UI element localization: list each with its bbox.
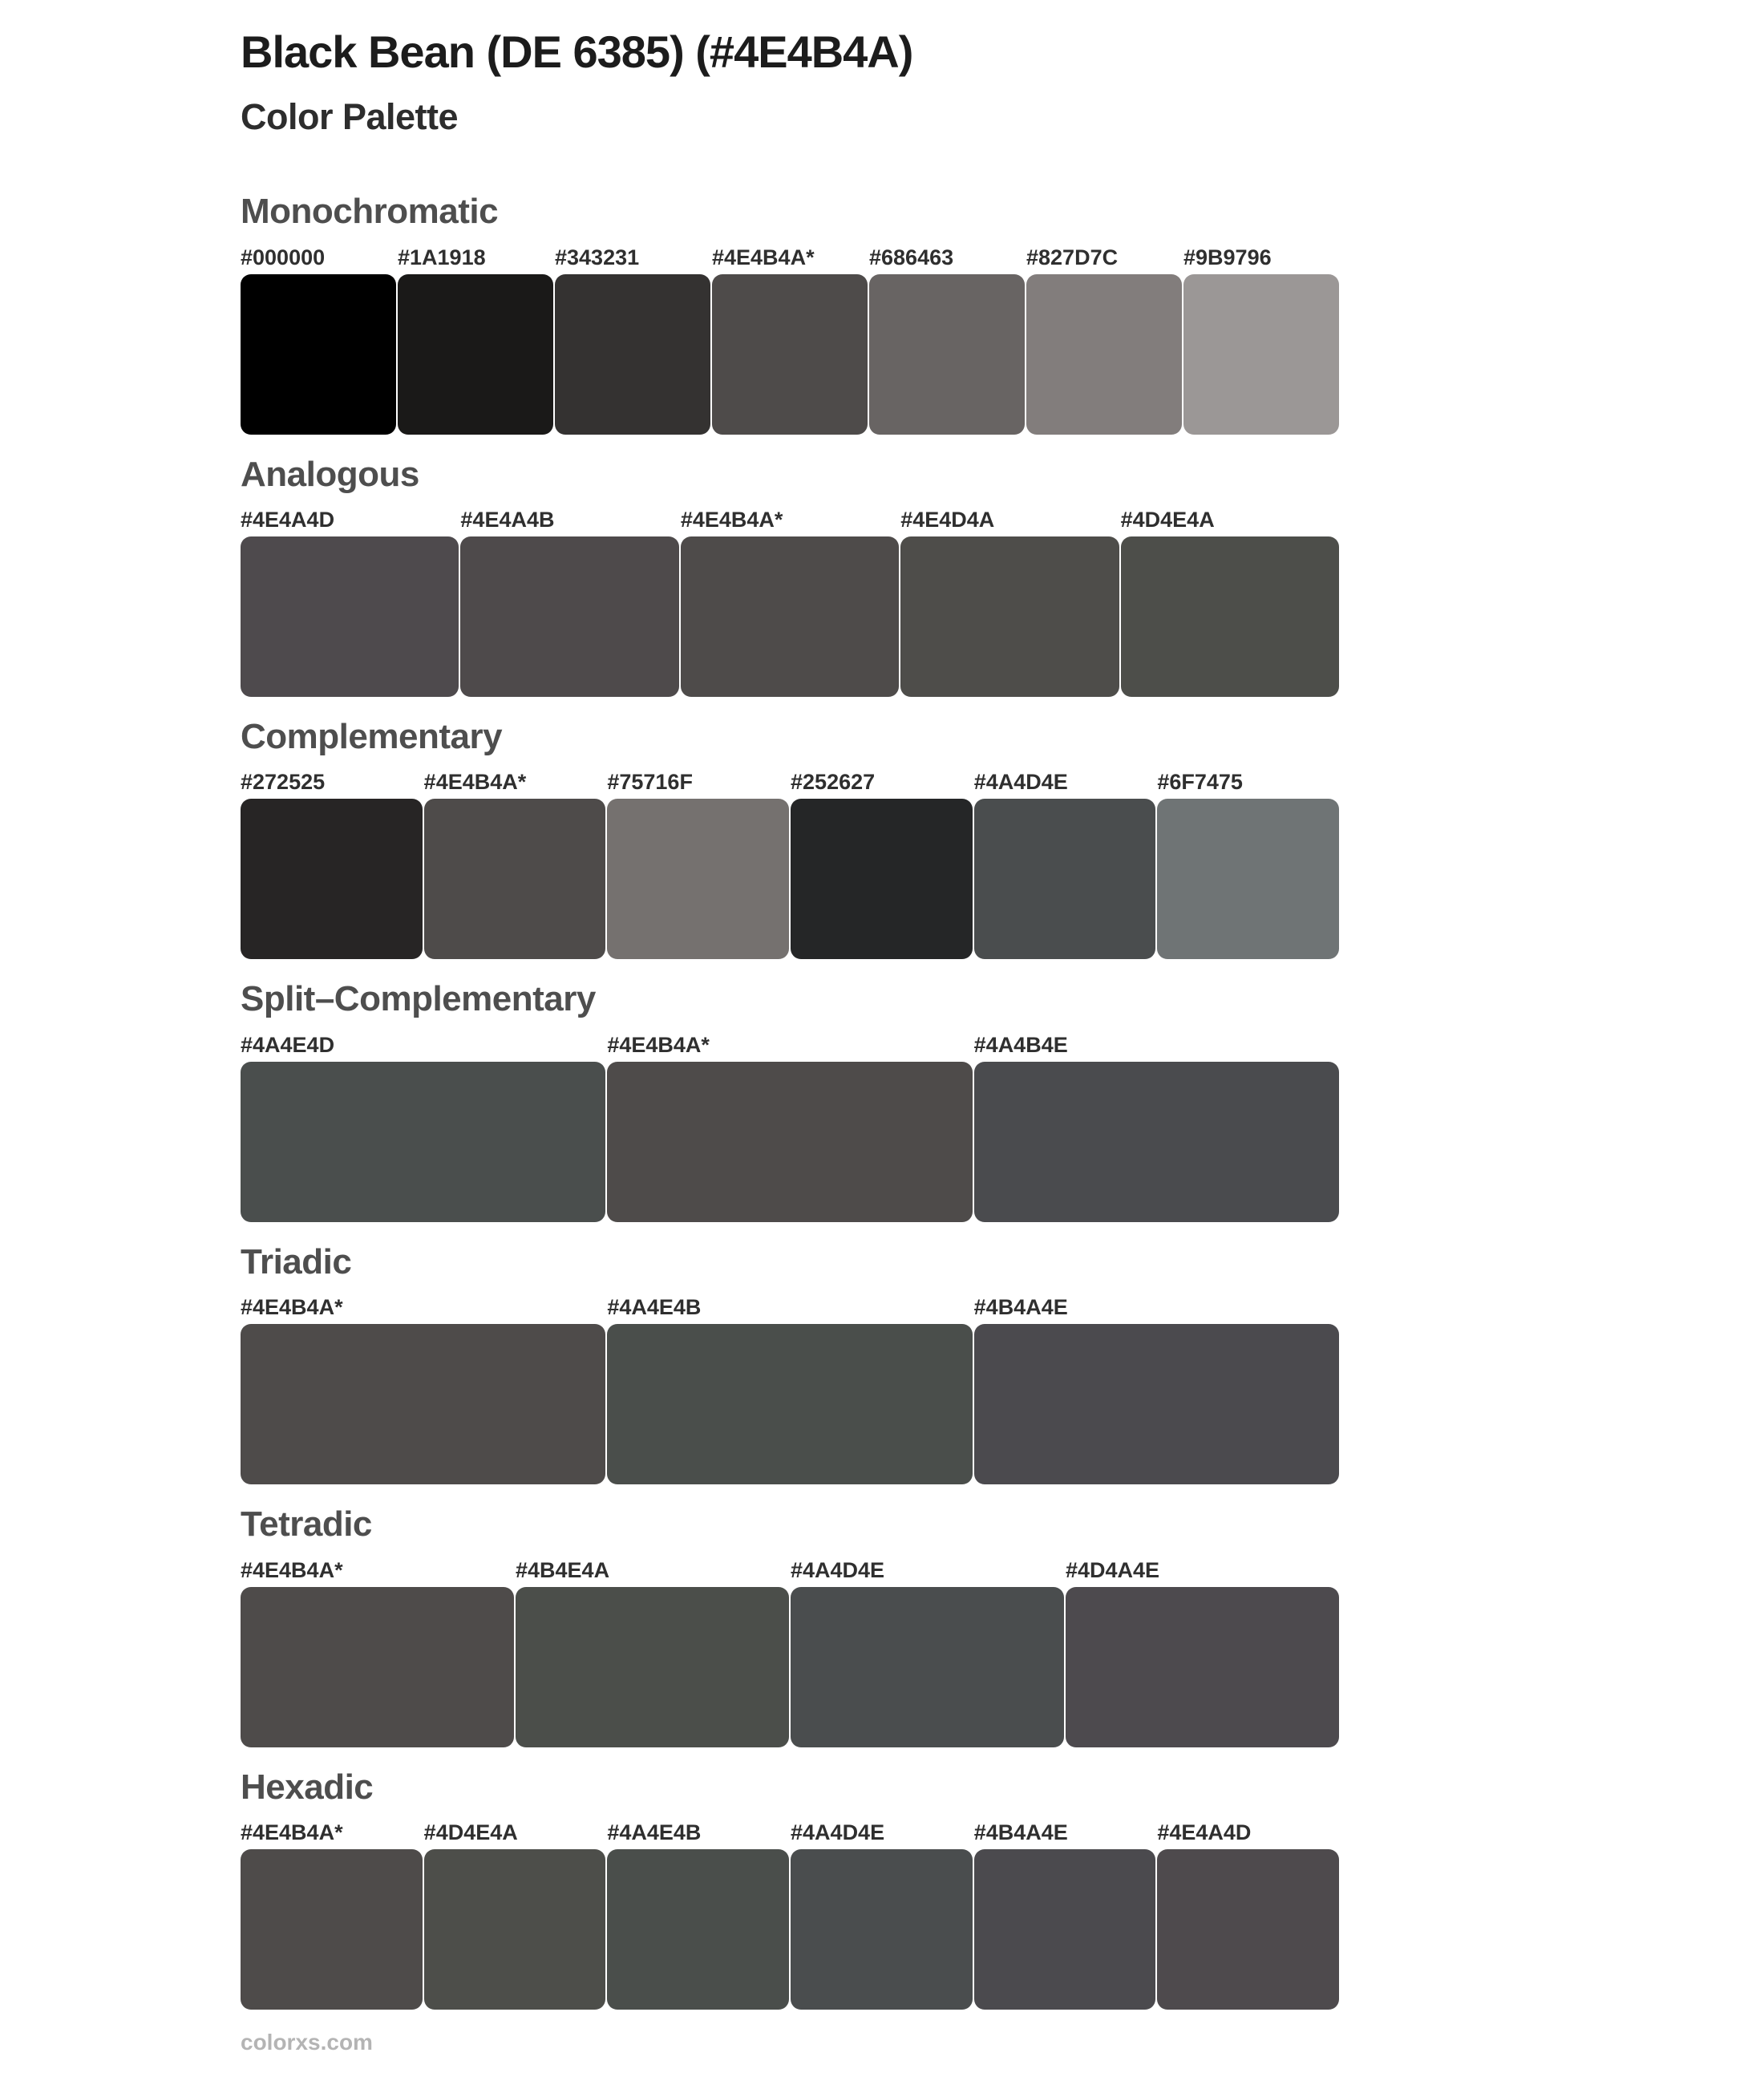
- section-heading: Monochromatic: [241, 192, 499, 232]
- color-swatch[interactable]: [241, 1062, 605, 1222]
- color-swatch[interactable]: [900, 536, 1119, 697]
- swatch-hex-label: #4E4B4A*: [712, 245, 815, 269]
- swatch-hex-label: #4A4E4B: [607, 1295, 702, 1320]
- swatch-hex-label: #9B9796: [1183, 245, 1272, 269]
- palette-section: [241, 1768, 1363, 2010]
- color-swatch[interactable]: [974, 799, 1156, 959]
- swatch-labels-row: [241, 1820, 1339, 1845]
- swatch-hex-label: #000000: [241, 245, 326, 269]
- swatch-row: [241, 1587, 1339, 1747]
- section-heading: Complementary: [241, 717, 503, 756]
- color-swatch[interactable]: [974, 1324, 1339, 1484]
- swatch-hex-label: #4A4D4E: [791, 1557, 885, 1582]
- swatch-labels-row: [241, 769, 1339, 795]
- swatch-hex-label: #827D7C: [1026, 245, 1119, 269]
- swatch-labels-row: [241, 245, 1339, 270]
- color-swatch[interactable]: [1183, 274, 1339, 435]
- swatch-hex-label: #4E4B4A*: [241, 1820, 343, 1844]
- swatch-hex-label: #4B4A4E: [973, 1295, 1068, 1320]
- palette-section: [241, 455, 1363, 697]
- palette-section: [241, 192, 1363, 434]
- swatch-hex-label: #4A4B4E: [973, 1032, 1068, 1057]
- swatch-hex-label: #4A4D4E: [973, 770, 1068, 795]
- swatch-labels-row: [241, 507, 1339, 532]
- section-heading: Tetradic: [241, 1504, 372, 1545]
- color-swatch[interactable]: [398, 274, 553, 435]
- color-swatch[interactable]: [712, 274, 868, 435]
- color-swatch[interactable]: [424, 799, 606, 959]
- color-swatch[interactable]: [241, 1587, 514, 1747]
- swatch-hex-label: #4D4E4A: [423, 1820, 518, 1844]
- palette-section: [241, 980, 1363, 1221]
- color-swatch[interactable]: [241, 274, 396, 435]
- section-heading: Hexadic: [241, 1767, 374, 1807]
- color-swatch[interactable]: [1157, 1849, 1339, 2010]
- palette-sections: [241, 192, 1363, 2010]
- swatch-row: [241, 799, 1339, 959]
- swatch-hex-label: #686463: [869, 245, 954, 269]
- color-swatch[interactable]: [424, 1849, 606, 2010]
- swatch-hex-label: #4B4A4E: [973, 1820, 1068, 1844]
- swatch-hex-label: #4E4B4A*: [607, 1032, 710, 1057]
- color-swatch[interactable]: [607, 1062, 972, 1222]
- swatch-hex-label: #1A1918: [398, 245, 486, 269]
- swatch-hex-label: #4E4A4D: [1157, 1820, 1252, 1844]
- swatch-hex-label: #4A4E4B: [607, 1820, 702, 1844]
- color-swatch[interactable]: [869, 274, 1025, 435]
- color-swatch[interactable]: [607, 1324, 972, 1484]
- section-heading: Analogous: [241, 454, 419, 494]
- swatch-hex-label: #272525: [241, 770, 326, 795]
- swatch-hex-label: #252627: [791, 770, 876, 795]
- swatch-hex-label: #4E4A4D: [241, 508, 335, 532]
- swatch-labels-row: [241, 1032, 1339, 1058]
- color-swatch[interactable]: [681, 536, 899, 697]
- color-swatch[interactable]: [241, 1849, 423, 2010]
- color-swatch[interactable]: [974, 1062, 1339, 1222]
- color-swatch[interactable]: [555, 274, 710, 435]
- color-swatch[interactable]: [791, 1849, 973, 2010]
- swatch-hex-label: #4A4E4D: [241, 1032, 335, 1057]
- swatch-row: [241, 274, 1339, 435]
- color-swatch[interactable]: [1026, 274, 1182, 435]
- swatch-hex-label: #4E4B4A*: [680, 508, 783, 532]
- color-swatch[interactable]: [974, 1849, 1156, 2010]
- color-swatch[interactable]: [241, 536, 459, 697]
- swatch-row: [241, 1062, 1339, 1222]
- swatch-hex-label: #4D4E4A: [1120, 508, 1215, 532]
- color-swatch[interactable]: [607, 1849, 789, 2010]
- swatch-hex-label: #6F7475: [1157, 770, 1243, 795]
- color-swatch[interactable]: [791, 799, 973, 959]
- color-swatch[interactable]: [1121, 536, 1339, 697]
- section-heading: Split–Complementary: [241, 979, 596, 1019]
- swatch-hex-label: #4E4B4A*: [241, 1295, 343, 1320]
- swatch-hex-label: #4E4B4A*: [241, 1557, 343, 1582]
- swatch-hex-label: #4E4A4B: [460, 508, 555, 532]
- color-swatch[interactable]: [241, 1324, 605, 1484]
- swatch-hex-label: #343231: [555, 245, 640, 269]
- color-swatch[interactable]: [460, 536, 678, 697]
- palette-section: [241, 718, 1363, 959]
- palette-section: [241, 1243, 1363, 1484]
- swatch-labels-row: [241, 1294, 1339, 1320]
- swatch-hex-label: #75716F: [607, 770, 693, 795]
- page-subtitle: Color Palette: [241, 95, 459, 137]
- swatch-hex-label: #4D4A4E: [1066, 1557, 1160, 1582]
- color-swatch[interactable]: [1066, 1587, 1339, 1747]
- section-heading: Triadic: [241, 1241, 352, 1281]
- page-title: Black Bean (DE 6385) (#4E4B4A): [241, 26, 913, 77]
- color-swatch[interactable]: [516, 1587, 789, 1747]
- color-swatch[interactable]: [241, 799, 423, 959]
- swatch-hex-label: #4E4B4A*: [423, 770, 527, 795]
- swatch-hex-label: #4A4D4E: [791, 1820, 885, 1844]
- color-swatch[interactable]: [1157, 799, 1339, 959]
- swatch-hex-label: #4B4E4A: [516, 1557, 610, 1582]
- site-credit: colorxs.com: [241, 2029, 373, 2055]
- swatch-row: [241, 536, 1339, 697]
- swatch-row: [241, 1324, 1339, 1484]
- swatch-labels-row: [241, 1557, 1339, 1583]
- palette-section: [241, 1505, 1363, 1747]
- color-swatch[interactable]: [607, 799, 789, 959]
- swatch-row: [241, 1849, 1339, 2010]
- color-swatch[interactable]: [791, 1587, 1064, 1747]
- swatch-hex-label: #4E4D4A: [900, 508, 995, 532]
